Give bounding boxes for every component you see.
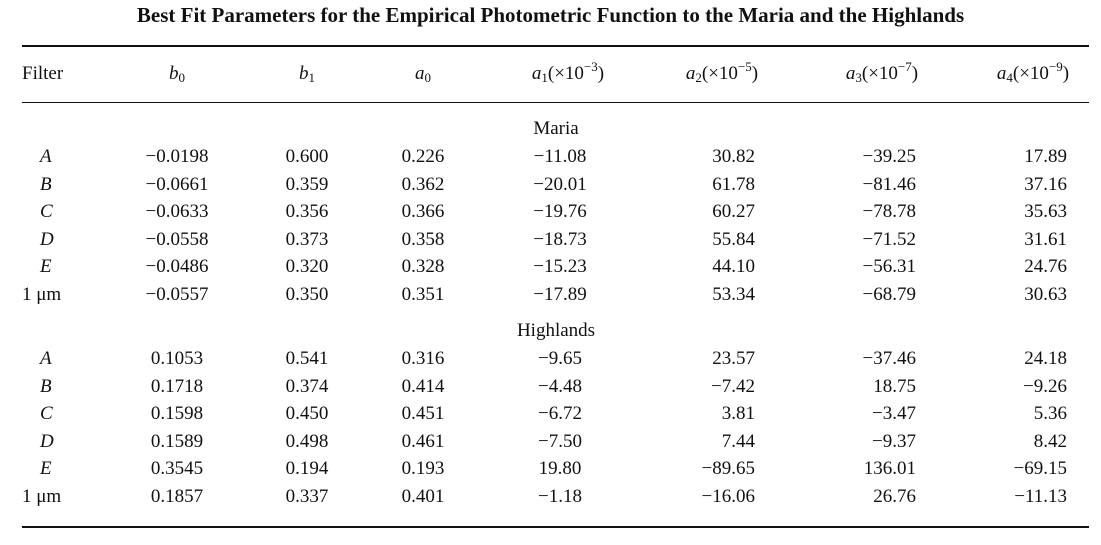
value-cell-a0: 0.193 xyxy=(401,458,445,480)
value-cell-a4: 8.42 xyxy=(1033,430,1067,452)
section-title-maria: Maria xyxy=(533,118,579,139)
value-cell-b1: 0.356 xyxy=(285,201,329,223)
value-cell-a3: 26.76 xyxy=(873,486,916,507)
filter-cell: A xyxy=(40,146,52,167)
top-rule xyxy=(22,45,1089,47)
value-cell-a1: −15.23 xyxy=(533,256,587,278)
value-cell-a0: 0.316 xyxy=(401,348,445,369)
value-cell-b0: 0.3545 xyxy=(150,458,204,480)
value-cell-b0: 0.1718 xyxy=(150,375,204,397)
header-b0: $b_0$ xyxy=(169,63,185,85)
filter-cell: E xyxy=(40,458,52,480)
value-cell-a1: −1.18 xyxy=(538,486,582,507)
value-cell-a1: −20.01 xyxy=(533,173,587,195)
value-cell-a3: 136.01 xyxy=(863,458,916,480)
value-cell-b0: −0.0557 xyxy=(145,284,209,305)
value-cell-a4: −9.26 xyxy=(1023,375,1067,397)
value-cell-a3: −39.25 xyxy=(862,146,916,167)
value-cell-a3: −3.47 xyxy=(872,403,916,425)
value-cell-b0: −0.0558 xyxy=(145,228,209,250)
filter-cell: C xyxy=(40,403,53,425)
value-cell-a1: −9.65 xyxy=(538,348,582,369)
value-cell-a1: −18.73 xyxy=(533,228,587,250)
value-cell-a4: −11.13 xyxy=(1014,486,1067,507)
value-cell-b0: −0.0198 xyxy=(145,146,209,167)
value-cell-a4: 5.36 xyxy=(1033,403,1067,425)
value-cell-a0: 0.351 xyxy=(401,284,445,305)
value-cell-a2: −16.06 xyxy=(701,486,755,507)
value-cell-a3: −56.31 xyxy=(862,256,916,278)
value-cell-a3: −78.78 xyxy=(862,201,916,223)
value-cell-b0: −0.0661 xyxy=(145,173,209,195)
value-cell-b0: −0.0486 xyxy=(145,256,209,278)
header-filter: Filter xyxy=(22,63,64,84)
filter-cell: B xyxy=(40,375,52,397)
value-cell-b0: 0.1857 xyxy=(150,486,204,507)
value-cell-a4: 35.63 xyxy=(1024,201,1067,223)
header-a2: $a_2(\times 10^{-5})$ xyxy=(685,59,759,85)
value-cell-a0: 0.414 xyxy=(401,375,445,397)
value-cell-b0: 0.1053 xyxy=(150,348,204,369)
value-cell-a0: 0.328 xyxy=(401,256,445,278)
value-cell-a1: −7.50 xyxy=(538,430,582,452)
value-cell-a1: −17.89 xyxy=(533,284,587,305)
value-cell-a2: 60.27 xyxy=(712,201,755,223)
value-cell-a2: 53.34 xyxy=(712,284,755,305)
filter-cell: D xyxy=(40,430,54,452)
header-a0: $a_0$ xyxy=(415,63,431,85)
value-cell-a2: −89.65 xyxy=(701,458,755,480)
value-cell-a2: 44.10 xyxy=(712,256,755,278)
value-cell-b1: 0.359 xyxy=(285,173,329,195)
value-cell-a3: −81.46 xyxy=(862,173,916,195)
value-cell-b1: 0.374 xyxy=(285,375,329,397)
value-cell-a4: 37.16 xyxy=(1024,173,1067,195)
filter-cell: 1 μm xyxy=(22,284,62,305)
header-a1: $a_1(\times 10^{-3})$ xyxy=(531,59,605,85)
value-cell-a3: −9.37 xyxy=(872,430,916,452)
value-cell-a3: 18.75 xyxy=(873,375,916,397)
value-cell-a2: −7.42 xyxy=(711,375,755,397)
filter-cell: C xyxy=(40,201,53,223)
value-cell-a3: −37.46 xyxy=(862,348,916,369)
value-cell-a0: 0.451 xyxy=(401,403,445,425)
value-cell-a0: 0.401 xyxy=(401,486,445,507)
value-cell-a0: 0.358 xyxy=(401,228,445,250)
value-cell-a4: 17.89 xyxy=(1024,146,1067,167)
value-cell-b1: 0.450 xyxy=(285,403,329,425)
value-cell-a4: 24.76 xyxy=(1024,256,1067,278)
header-b1: $b_1$ xyxy=(299,63,315,85)
value-cell-b1: 0.320 xyxy=(285,256,329,278)
value-cell-a2: 61.78 xyxy=(712,173,755,195)
value-cell-a2: 55.84 xyxy=(712,228,755,250)
value-cell-b0: 0.1589 xyxy=(150,430,204,452)
table-caption: Best Fit Parameters for the Empirical Photometric Function to the Maria and the Highlands xyxy=(136,3,965,27)
bottom-rule xyxy=(22,526,1089,528)
value-cell-a0: 0.461 xyxy=(401,430,445,452)
value-cell-b1: 0.337 xyxy=(285,486,329,507)
value-cell-b1: 0.194 xyxy=(285,458,329,480)
header-a3: $a_3(\times 10^{-7})$ xyxy=(845,59,919,85)
value-cell-a0: 0.362 xyxy=(401,173,445,195)
value-cell-a1: 19.80 xyxy=(538,458,582,480)
value-cell-a3: −68.79 xyxy=(862,284,916,305)
value-cell-a4: 31.61 xyxy=(1024,228,1067,250)
filter-cell: A xyxy=(40,348,52,369)
value-cell-a1: −6.72 xyxy=(538,403,582,425)
value-cell-b0: −0.0633 xyxy=(145,201,209,223)
value-cell-b1: 0.498 xyxy=(285,430,329,452)
value-cell-a4: 24.18 xyxy=(1024,348,1067,369)
value-cell-a2: 30.82 xyxy=(712,146,755,167)
value-cell-a3: −71.52 xyxy=(862,228,916,250)
filter-cell: 1 μm xyxy=(22,486,62,507)
value-cell-a1: −19.76 xyxy=(533,201,587,223)
value-cell-a1: −11.08 xyxy=(533,146,587,167)
value-cell-a0: 0.366 xyxy=(401,201,445,223)
value-cell-a0: 0.226 xyxy=(401,146,445,167)
value-cell-a4: −69.15 xyxy=(1013,458,1067,480)
value-cell-a2: 3.81 xyxy=(721,403,755,425)
value-cell-a2: 23.57 xyxy=(712,348,755,369)
section-title-highlands: Highlands xyxy=(516,320,596,341)
value-cell-a4: 30.63 xyxy=(1024,284,1067,305)
filter-cell: E xyxy=(40,256,52,278)
value-cell-b0: 0.1598 xyxy=(150,403,204,425)
header-rule xyxy=(22,102,1089,103)
value-cell-b1: 0.541 xyxy=(285,348,329,369)
value-cell-b1: 0.350 xyxy=(285,284,329,305)
filter-cell: B xyxy=(40,173,52,195)
value-cell-b1: 0.373 xyxy=(285,228,329,250)
header-a4: $a_4(\times 10^{-9})$ xyxy=(996,59,1070,85)
filter-cell: D xyxy=(40,228,54,250)
value-cell-a2: 7.44 xyxy=(721,430,755,452)
value-cell-b1: 0.600 xyxy=(285,146,329,167)
value-cell-a1: −4.48 xyxy=(538,375,582,397)
